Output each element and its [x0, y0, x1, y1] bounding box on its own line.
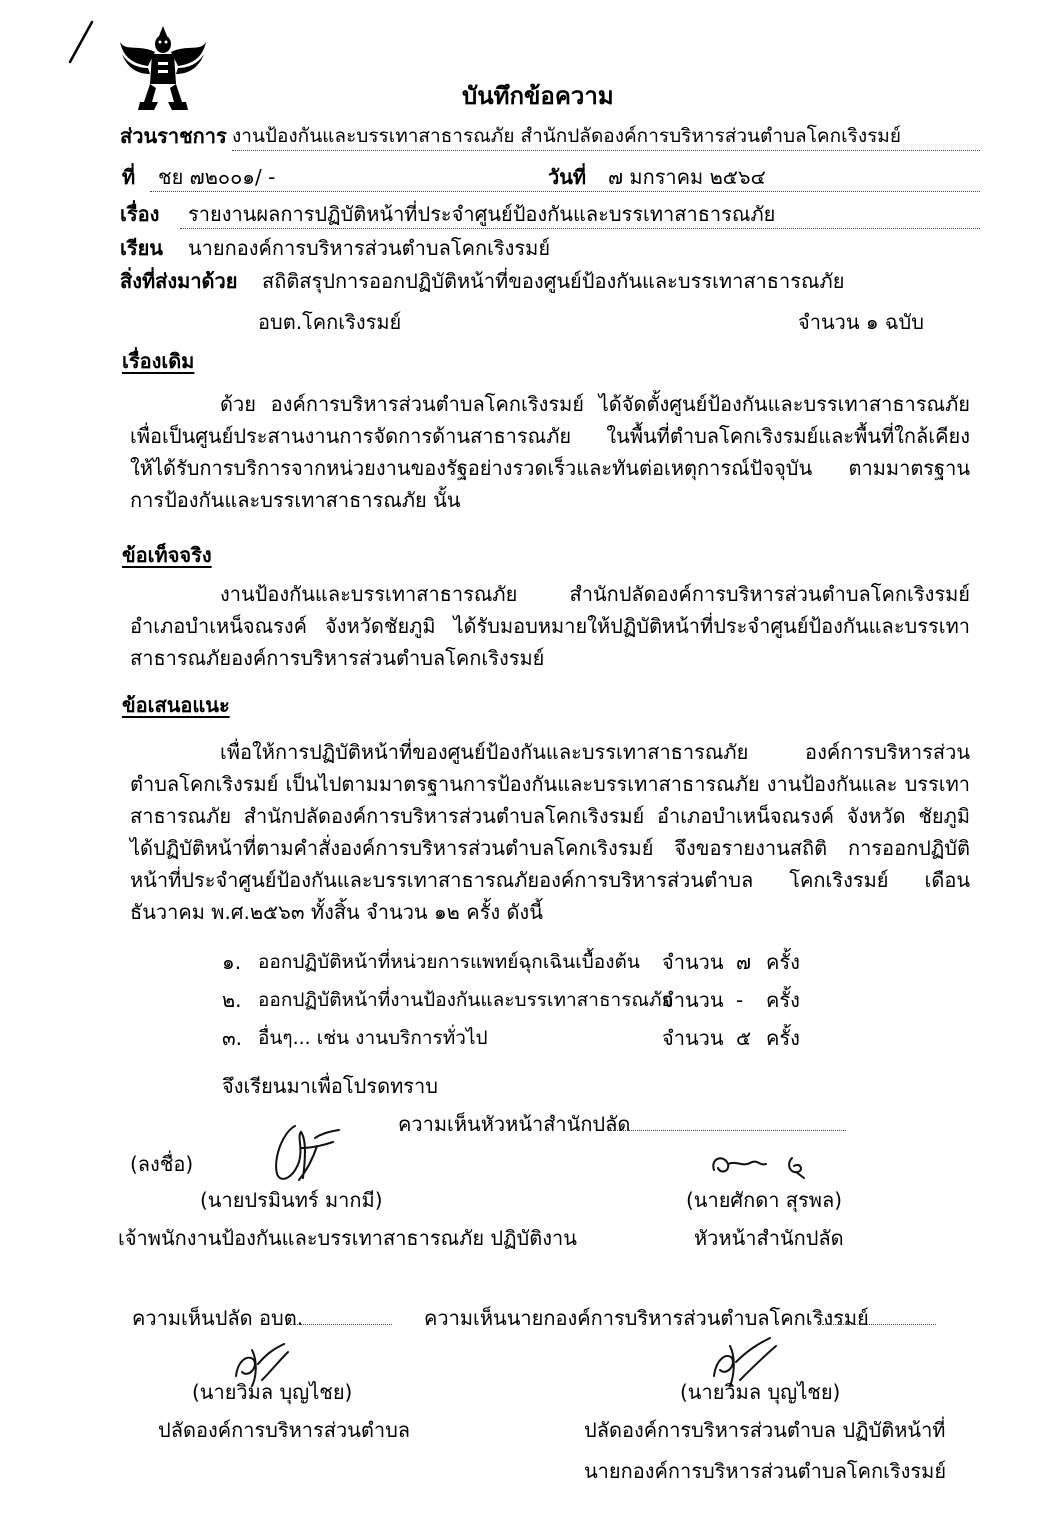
list-item-text: ออกปฏิบัติหน้าที่หน่วยการแพทย์ฉุกเฉินเบื้องต้น: [258, 951, 640, 973]
officer-position: เจ้าพนักงานป้องกันและบรรเทาสาธารณภัย ปฏิบัติงาน: [118, 1226, 577, 1250]
list-item-count-label: จำนวน: [662, 1026, 724, 1050]
ref-dotted-line: [150, 191, 980, 192]
head-opinion-label: ความเห็นหัวหน้าสำนักปลัด: [398, 1112, 631, 1136]
facts-paragraph: งานป้องกันและบรรเทาสาธารณภัย สำนักปลัดองค์การบริหารส่วนตำบลโคกเริงรมย์ อำเภอบำเหน็จณรงค์ จังหวัดชัยภูมิ ได้รับมอบหมายให้ปฏิบัติหน้าที่ประจำศูนย์ป้องกันและบรรเทา สาธารณภัยองค์การบริหารส่วนตำบลโคกเริงรมย์: [130, 582, 970, 670]
mayor-opinion-dotted-line: [822, 1324, 936, 1325]
background-paragraph: ด้วย องค์การบริหารส่วนตำบลโคกเริงรมย์ ได้จัดตั้งศูนย์ป้องกันและบรรเทาสาธารณภัย เพื่อเป็นศูนย์ประสานงานการจัดการด้านสาธารณภัย ในพื้นที่ตำบลโคกเริงรมย์และพื้นที่ใกล้เคียง ให้ได้รับการบริการจากหน่วยงานของรัฐอย่างรวดเร็วและทันต่อเหตุการณ์ปัจจุบัน ตามมาตรฐาน การป้องกันและบรรเทาสาธารณภัย นั้น: [130, 392, 970, 512]
clerk-opinion-label: ความเห็นปลัด อบต.: [132, 1306, 304, 1330]
head-opinion-dotted-line: [610, 1130, 846, 1131]
closing-text: จึงเรียนมาเพื่อโปรดทราบ: [222, 1074, 438, 1098]
attach-value-2: อบต.โคกเริงรมย์: [258, 310, 402, 334]
facts-heading: ข้อเท็จจริง: [122, 543, 212, 567]
mayor-opinion-label: ความเห็นนายกองค์การบริหารส่วนตำบลโคกเริงรมย์: [424, 1306, 869, 1330]
subject-value: รายงานผลการปฏิบัติหน้าที่ประจำศูนย์ป้องกันและบรรเทาสาธารณภัย: [188, 202, 776, 226]
list-item-unit: ครั้ง: [766, 1026, 800, 1050]
sign-prefix: (ลงชื่อ): [130, 1152, 194, 1176]
proposal-paragraph: เพื่อให้การปฏิบัติหน้าที่ของศูนย์ป้องกันและบรรเทาสาธารณภัย องค์การบริหารส่วน ตำบลโคกเริงรมย์ เป็นไปตามมาตรฐานการป้องกันและบรรเทาสาธารณภัย งานป้องกันและ บรรเทาสาธารณภัย สำนักปลัดองค์การบริหารส่วนตำบลโคกเริงรมย์ อำเภอบำเหน็จณรงค์ จังหวัด ชัยภูมิ ได้ปฏิบัติหน้าที่ตามคำสั่งองค์การบริหารส่วนตำบลโคกเริงรมย์ จึงขอรายงานสถิติ การออกปฏิบัติหน้าที่ประจำศูนย์ป้องกันและบรรเทาสาธารณภัยองค์การบริหารส่วนตำบล โคกเริงรมย์ เดือนธันวาคม พ.ศ.๒๕๖๓ ทั้งสิ้น จำนวน ๑๒ ครั้ง ดังนี้: [130, 740, 970, 924]
subject-dotted-line: [180, 228, 980, 229]
acting-name: (นายวิมล บุญไชย): [680, 1380, 841, 1404]
list-item-count-label: จำนวน: [662, 988, 724, 1012]
list-item-count-label: จำนวน: [662, 950, 724, 974]
subject-label: เรื่อง: [120, 202, 160, 226]
attach-label: สิ่งที่ส่งมาด้วย: [120, 269, 238, 293]
list-item-count: -: [736, 988, 744, 1012]
attach-value-1: สถิติสรุปการออกปฏิบัติหน้าที่ของศูนย์ป้องกันและบรรเทาสาธารณภัย: [262, 269, 845, 293]
clerk-position: ปลัดองค์การบริหารส่วนตำบล: [158, 1418, 411, 1442]
list-item-text: อื่นๆ... เช่น งานบริการทั่วไป: [258, 1027, 488, 1049]
background-heading: เรื่องเดิม: [122, 349, 195, 373]
acting-position-1: ปลัดองค์การบริหารส่วนตำบล ปฏิบัติหน้าที่: [584, 1418, 946, 1442]
list-item-count: ๗: [736, 950, 752, 974]
garuda-emblem-icon: [118, 22, 208, 114]
slash-mark-icon: [60, 18, 100, 68]
agency-dotted-line: [232, 150, 980, 151]
date-label: วันที่: [548, 165, 587, 189]
agency-label: ส่วนราชการ: [120, 124, 227, 148]
date-value: ๗ มกราคม ๒๕๖๔: [608, 165, 766, 189]
list-item-unit: ครั้ง: [766, 950, 800, 974]
ref-label: ที่: [122, 165, 136, 189]
to-label: เรียน: [120, 236, 163, 260]
ref-value: ชย ๗๒๐๐๑/ -: [158, 165, 276, 189]
clerk-opinion-dotted-line: [290, 1324, 392, 1325]
head-signature-icon: [708, 1148, 818, 1184]
officer-signature-icon: [255, 1118, 365, 1188]
officer-name: (นายปรมินทร์ มากมี): [200, 1188, 383, 1212]
list-item-count: ๕: [736, 1026, 752, 1050]
document-title: บันทึกข้อความ: [462, 82, 614, 110]
list-item-num: ๓.: [222, 1026, 243, 1050]
proposal-heading: ข้อเสนอแนะ: [122, 693, 230, 717]
list-item-text: ออกปฏิบัติหน้าที่งานป้องกันและบรรเทาสาธารณภัย: [258, 989, 673, 1011]
list-item-unit: ครั้ง: [766, 988, 800, 1012]
head-position: หัวหน้าสำนักปลัด: [694, 1226, 844, 1250]
list-item-num: ๒.: [222, 988, 242, 1012]
agency-value: งานป้องกันและบรรเทาสาธารณภัย สำนักปลัดองค์การบริหารส่วนตำบลโคกเริงรมย์: [232, 125, 901, 147]
head-name: (นายศักดา สุรพล): [686, 1188, 842, 1212]
list-item-num: ๑.: [222, 950, 242, 974]
attach-count: จำนวน ๑ ฉบับ: [798, 310, 924, 334]
to-value: นายกองค์การบริหารส่วนตำบลโคกเริงรมย์: [188, 236, 551, 260]
acting-position-2: นายกองค์การบริหารส่วนตำบลโคกเริงรมย์: [584, 1459, 947, 1483]
clerk-name: (นายวิมล บุญไชย): [192, 1380, 353, 1404]
